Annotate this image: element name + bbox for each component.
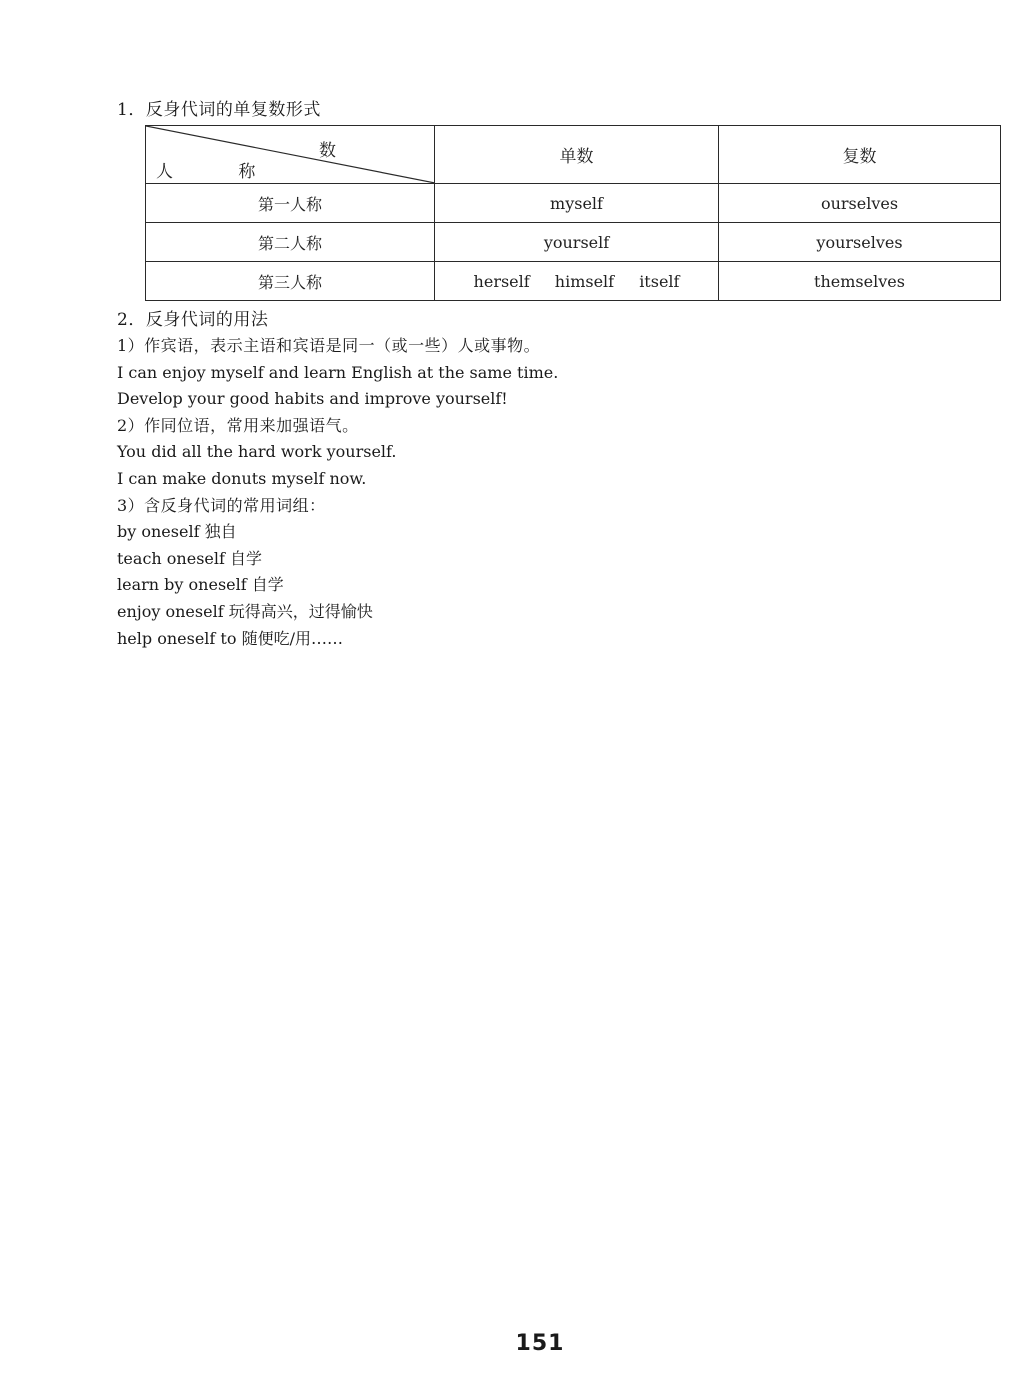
singular-cell [435,262,719,301]
example-sentence: I can enjoy myself and learn English at the same time. [117,362,559,382]
phrase-item: teach oneself 自学 [117,548,263,568]
singular-word: himself [554,271,615,291]
example-sentence: I can make donuts myself now. [117,468,367,488]
table-corner-cell [146,126,435,184]
table-row [146,184,1001,223]
example-sentence: Develop your good habits and improve yourself! [117,389,508,409]
corner-label-person: 人 称 [156,162,286,182]
plural-cell: themselves [719,262,1001,301]
page-number: 151 [515,1331,565,1356]
phrase-item: enjoy oneself 玩得高兴，过得愉快 [117,601,373,621]
usage-heading: 1）作宾语，表示主语和宾语是同一（或一些）人或事物。 [117,336,541,355]
person-cell: 第一人称 [146,184,435,223]
usage-heading: 2）作同位语，常用来加强语气。 [117,415,359,435]
singular-word: itself [639,271,680,291]
plural-cell: yourselves [719,223,1001,262]
table-row [146,262,1001,301]
header-singular: 单数 [435,126,719,184]
person-cell: 第二人称 [146,223,435,262]
header-plural: 复数 [719,126,1001,184]
section-2-title: 2．反身代词的用法 [117,310,269,330]
singular-word: herself [473,271,530,291]
phrase-item: help oneself to 随便吃/用…… [117,628,343,648]
phrase-item: by oneself 独自 [117,522,237,542]
person-cell: 第三人称 [146,262,435,301]
table-header-row [146,126,1001,184]
phrase-item: learn by oneself 自学 [117,575,284,595]
singular-cell: myself [435,184,719,223]
section-1-title: 1．反身代词的单复数形式 [117,100,321,120]
plural-cell: ourselves [719,184,1001,223]
singular-cell: yourself [435,223,719,262]
usage-notes [117,333,937,652]
table-row [146,223,1001,262]
example-sentence: You did all the hard work yourself. [117,442,397,462]
corner-label-number: 数 [319,141,336,161]
usage-heading: 3）含反身代词的常用词组： [117,495,326,515]
reflexive-pronoun-table [145,125,1001,301]
